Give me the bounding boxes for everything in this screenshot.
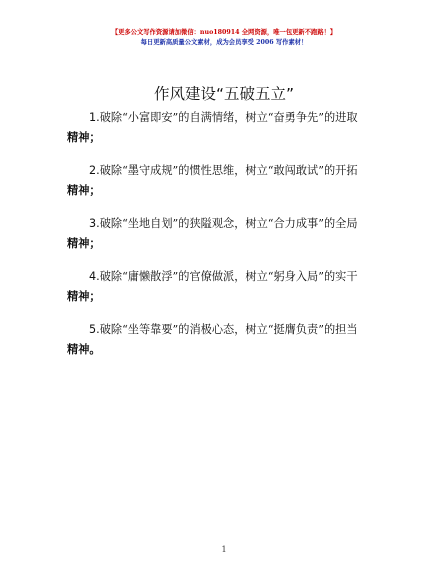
item-number: 2. bbox=[89, 164, 100, 177]
item-first-line bbox=[67, 214, 385, 234]
promo-header bbox=[0, 28, 448, 48]
list-item bbox=[67, 161, 385, 201]
item-text: 破除“坐地自划”的狭隘观念，树立“合力成事”的全局 bbox=[99, 217, 358, 230]
item-text: 破除“庸懒散浮”的官僚做派，树立“躬身入局”的实干 bbox=[99, 270, 358, 283]
item-number: 1. bbox=[89, 111, 100, 124]
item-text: 破除“小富即安”的自满情绪，树立“奋勇争先”的进取 bbox=[99, 111, 358, 124]
item-text: 破除“坐等靠要”的消极心态，树立“挺膺负责”的担当 bbox=[99, 323, 358, 336]
item-first-line bbox=[67, 108, 385, 128]
item-continuation: 精神。 bbox=[67, 343, 101, 356]
item-continuation: 精神； bbox=[67, 237, 101, 250]
item-first-line bbox=[67, 267, 385, 287]
list-item bbox=[67, 267, 385, 307]
item-continuation: 精神； bbox=[67, 131, 101, 144]
item-text: 破除“墨守成规”的惯性思维，树立“敢闯敢试”的开拓 bbox=[99, 164, 358, 177]
item-first-line bbox=[67, 320, 385, 340]
item-continuation: 精神； bbox=[67, 184, 101, 197]
item-number: 4. bbox=[89, 270, 100, 283]
promo-header-line2: 每日更新高质量公文素材，成为会员享受 2006 写作素材！ bbox=[140, 39, 308, 46]
list-item bbox=[67, 108, 385, 148]
list-item bbox=[67, 214, 385, 254]
page-number: 1 bbox=[221, 545, 227, 554]
list-item bbox=[67, 320, 385, 360]
document-title: 作风建设“五破五立” bbox=[153, 85, 295, 103]
item-list bbox=[67, 108, 385, 373]
promo-header-line1: 【更多公文写作资源请加微信：nuo180914 全网资源，唯一包更新不跑路！】 bbox=[111, 29, 337, 36]
item-number: 3. bbox=[89, 217, 100, 230]
item-continuation: 精神； bbox=[67, 290, 101, 303]
item-first-line bbox=[67, 161, 385, 181]
item-number: 5. bbox=[89, 323, 100, 336]
